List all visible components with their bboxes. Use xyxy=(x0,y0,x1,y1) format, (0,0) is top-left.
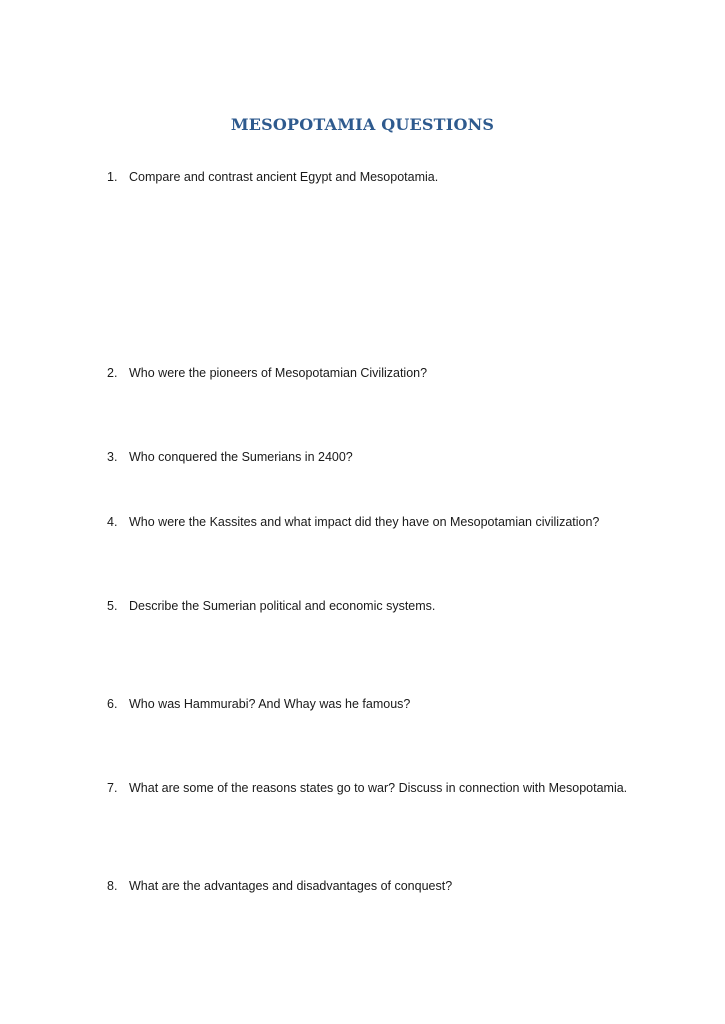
question-item xyxy=(107,515,707,529)
question-number: 1. xyxy=(107,170,118,184)
question-number: 3. xyxy=(107,450,118,464)
question-text: What are the advantages and disadvantages of conquest? xyxy=(129,879,453,893)
question-text: Describe the Sumerian political and economic systems. xyxy=(129,599,436,613)
question-number: 2. xyxy=(107,366,118,380)
question-text: Compare and contrast ancient Egypt and Mesopotamia. xyxy=(129,170,439,184)
question-item xyxy=(107,170,707,184)
question-number: 4. xyxy=(107,515,118,529)
question-item xyxy=(107,450,707,464)
question-number: 5. xyxy=(107,599,118,613)
question-item xyxy=(107,697,707,711)
page-title: MESOPOTAMIA QUESTIONS xyxy=(230,115,495,134)
question-number: 6. xyxy=(107,697,118,711)
question-text: Who were the pioneers of Mesopotamian Civilization? xyxy=(129,366,428,380)
question-text: Who was Hammurabi? And Whay was he famous? xyxy=(129,697,411,711)
question-item xyxy=(107,781,707,795)
question-item xyxy=(107,879,707,893)
question-number: 7. xyxy=(107,781,118,795)
question-text: What are some of the reasons states go to war? Discuss in connection with Mesopotamia. xyxy=(129,781,628,795)
question-text: Who conquered the Sumerians in 2400? xyxy=(129,450,353,464)
question-item xyxy=(107,366,707,380)
question-text: Who were the Kassites and what impact did they have on Mesopotamian civilization? xyxy=(129,515,600,529)
question-number: 8. xyxy=(107,879,118,893)
question-item xyxy=(107,599,707,613)
